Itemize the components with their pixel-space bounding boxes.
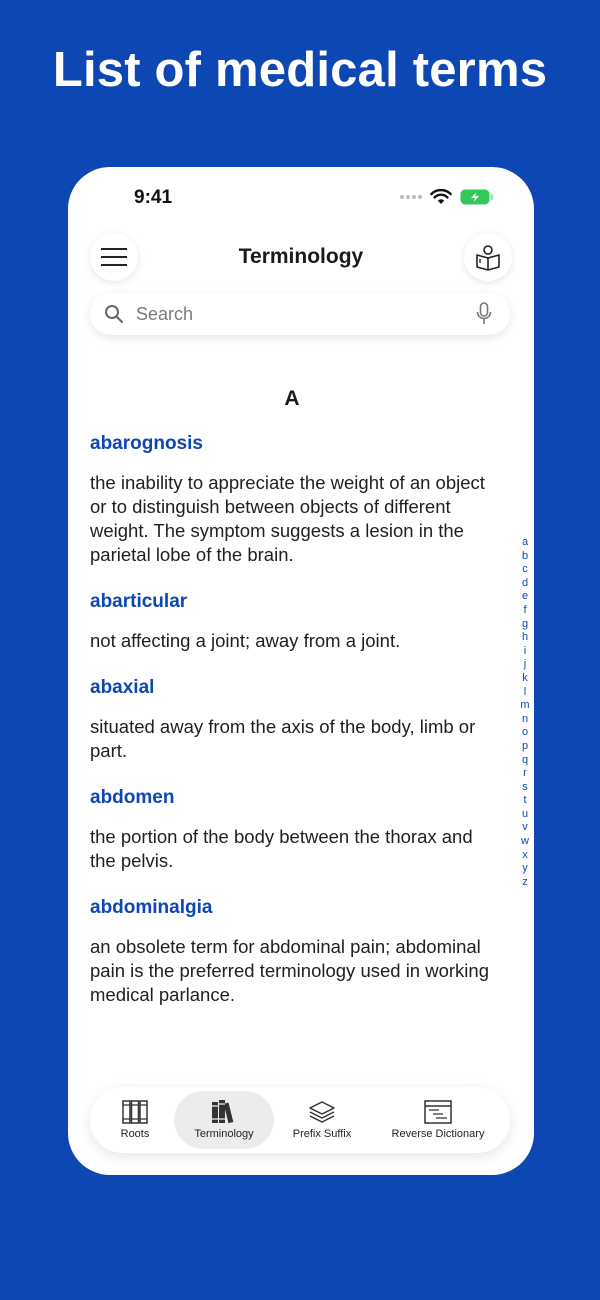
- person-reading-icon: [474, 243, 502, 271]
- term-title[interactable]: abdomen: [90, 787, 175, 808]
- term-title[interactable]: abdominalgia: [90, 897, 213, 918]
- layers-icon: [308, 1100, 336, 1124]
- term-entry[interactable]: [90, 433, 494, 567]
- tab-terminology[interactable]: [174, 1091, 274, 1149]
- tab-roots[interactable]: [104, 1091, 166, 1149]
- index-letter[interactable]: v: [522, 821, 528, 834]
- term-entry[interactable]: [90, 677, 494, 763]
- term-entry[interactable]: [90, 787, 494, 873]
- term-title[interactable]: abarticular: [90, 591, 188, 612]
- index-letter[interactable]: o: [521, 726, 529, 739]
- tab-reverse-dictionary[interactable]: [374, 1091, 502, 1149]
- window-list-icon: [424, 1100, 452, 1124]
- term-entry[interactable]: [90, 591, 494, 653]
- index-letter[interactable]: d: [521, 576, 529, 589]
- index-letter[interactable]: t: [523, 794, 527, 807]
- index-letter[interactable]: r: [523, 767, 527, 780]
- index-letter[interactable]: e: [521, 590, 529, 603]
- index-letter[interactable]: u: [521, 807, 529, 820]
- index-letter[interactable]: f: [523, 603, 527, 616]
- tab-label: Terminology: [194, 1128, 254, 1140]
- term-definition: the inability to appreciate the weight of an object or to distinguish between objects of different weight. The symptom suggests a lesion in the parietal lobe of the brain.: [90, 472, 485, 565]
- tab-label: Reverse Dictionary: [391, 1128, 485, 1140]
- index-letter[interactable]: b: [521, 549, 529, 562]
- search-bar: [90, 293, 510, 335]
- index-letter[interactable]: x: [522, 848, 528, 861]
- term-definition: the portion of the body between the thorax and the pelvis.: [90, 826, 473, 871]
- promo-headline: List of medical terms: [52, 43, 548, 97]
- index-letter[interactable]: a: [521, 536, 529, 548]
- tab-label: Roots: [120, 1128, 150, 1140]
- index-letter[interactable]: j: [523, 658, 527, 671]
- books-filled-icon: [211, 1100, 237, 1124]
- wifi-icon: [430, 189, 452, 205]
- search-input[interactable]: [134, 303, 476, 326]
- search-icon: [104, 304, 124, 324]
- term-list: [90, 387, 494, 1031]
- term-definition: not affecting a joint; away from a joint.: [90, 630, 401, 651]
- index-letter[interactable]: w: [521, 835, 529, 848]
- signal-icon: [400, 195, 422, 199]
- term-entry[interactable]: [90, 897, 494, 1007]
- index-letter[interactable]: z: [522, 875, 528, 888]
- tab-prefix-suffix[interactable]: [280, 1091, 364, 1149]
- index-letter[interactable]: m: [520, 699, 530, 712]
- microphone-icon[interactable]: [476, 302, 492, 326]
- index-letter[interactable]: g: [521, 617, 529, 630]
- index-letter[interactable]: i: [523, 644, 527, 657]
- nav-bar: [68, 229, 534, 289]
- index-letter[interactable]: k: [522, 671, 528, 684]
- alphabet-index[interactable]: [518, 536, 532, 889]
- term-title[interactable]: abaxial: [90, 677, 155, 698]
- term-definition: an obsolete term for abdominal pain; abdominal pain is the preferred terminology used in working medical parlance.: [90, 936, 489, 1005]
- index-letter[interactable]: p: [521, 739, 529, 752]
- section-header-letter: A: [284, 387, 300, 410]
- term-title[interactable]: abarognosis: [90, 433, 203, 454]
- index-letter[interactable]: l: [523, 685, 527, 698]
- tab-bar: [90, 1087, 510, 1153]
- status-time: 9:41: [134, 187, 173, 208]
- index-letter[interactable]: h: [521, 631, 529, 644]
- index-letter[interactable]: n: [521, 712, 529, 725]
- page-title: Terminology: [238, 245, 364, 268]
- tab-label: Prefix Suffix: [292, 1128, 352, 1140]
- status-icons: [400, 189, 494, 205]
- index-letter[interactable]: s: [522, 780, 528, 793]
- battery-charging-icon: [460, 189, 494, 205]
- phone-screen: [68, 167, 534, 1175]
- status-bar: [68, 167, 534, 227]
- term-definition: situated away from the axis of the body, limb or part.: [90, 716, 476, 761]
- reader-button[interactable]: [464, 233, 512, 281]
- index-letter[interactable]: q: [521, 753, 529, 766]
- books-outline-icon: [122, 1100, 148, 1124]
- index-letter[interactable]: y: [522, 862, 528, 875]
- index-letter[interactable]: c: [522, 563, 528, 576]
